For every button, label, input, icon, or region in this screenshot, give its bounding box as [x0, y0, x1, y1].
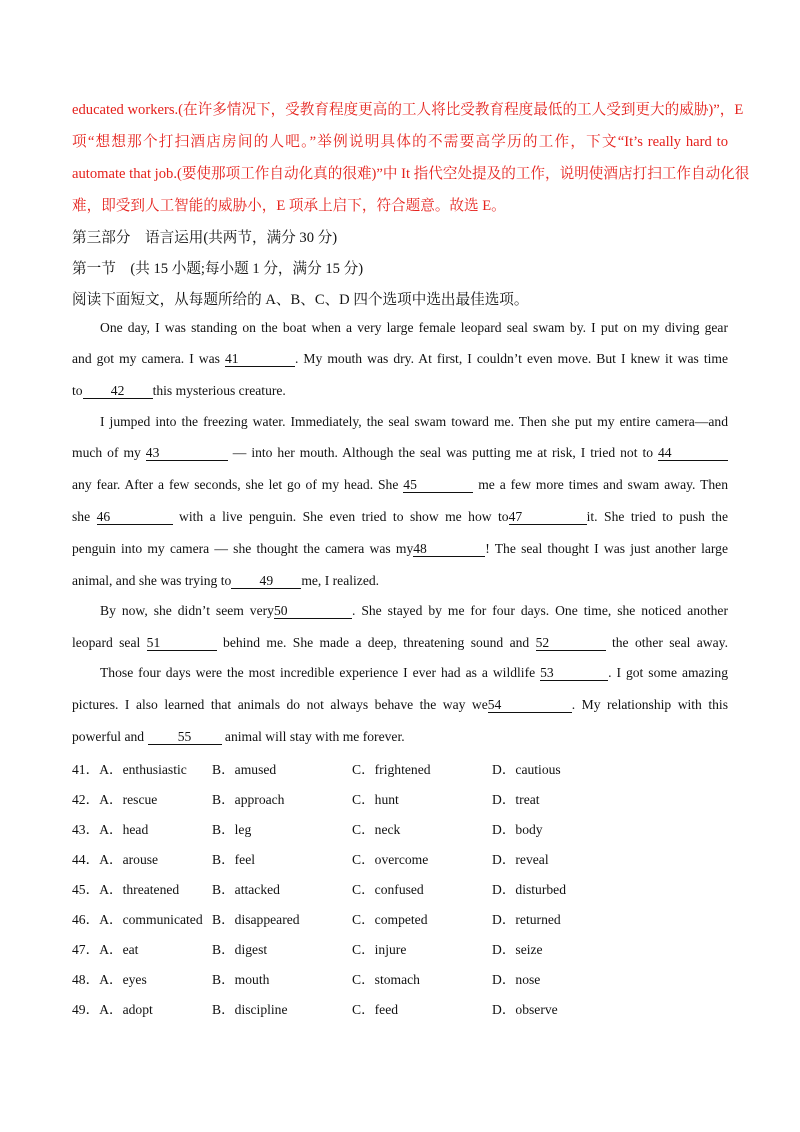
- option-a: A．threatened: [99, 882, 180, 897]
- passage-text: . My mouth was dry. At first, I couldn’t even move. But I knew it was time: [294, 351, 729, 366]
- question-number: 48．: [72, 972, 100, 987]
- passage-text: . My relationship with this: [571, 697, 728, 712]
- passage-text: much of my: [72, 445, 141, 460]
- blank-54: 54: [488, 698, 572, 713]
- question-46: [72, 908, 203, 928]
- question-45-option-b: B．attacked: [212, 882, 280, 897]
- passage-line-3: [72, 383, 286, 399]
- passage-text: she: [72, 509, 91, 524]
- passage-line-4: I jumped into the freezing water. Immediately, the seal swam toward me. Then she put my entire camera—and: [100, 414, 728, 429]
- passage-line-2: [72, 351, 728, 367]
- question-42-option-d: D．treat: [492, 792, 540, 807]
- passage-text: . I got some amazing: [608, 665, 728, 680]
- passage-text: animal, and she was trying to: [72, 573, 232, 588]
- question-41: [72, 758, 187, 778]
- blank-52: 52: [536, 636, 606, 651]
- question-48: [72, 968, 147, 988]
- explanation-line-2: 项“想想那个打扫酒店房间的人吧。”举例说明具体的不需要高学历的工作，下文“It’s really hard to: [72, 134, 728, 150]
- passage-text: powerful and: [72, 729, 145, 744]
- blank-46: 46: [97, 510, 173, 525]
- section-part-heading: 第三部分 语言运用(共两节，满分 30 分): [72, 230, 338, 246]
- passage-line-5: [72, 445, 728, 461]
- passage-text: any fear. After a few seconds, she let go of my head. She: [72, 477, 399, 492]
- question-44-option-d: D．reveal: [492, 852, 549, 867]
- passage-line-9: [72, 573, 379, 589]
- passage-text: — into her mouth. Although the seal was putting me at risk, I tried not to: [232, 445, 654, 460]
- question-number: 43．: [72, 822, 100, 837]
- question-43-option-d: D．body: [492, 822, 543, 837]
- section-sub-heading: 第一节 (共 15 小题;每小题 1 分，满分 15 分): [72, 261, 364, 277]
- option-a: A．rescue: [99, 792, 158, 807]
- blank-50: 50: [274, 604, 352, 619]
- question-46-option-d: D．returned: [492, 912, 561, 927]
- section-instruction: 阅读下面短文，从每题所给的 A、B、C、D 四个选项中选出最佳选项。: [72, 292, 529, 308]
- question-49: [72, 998, 153, 1018]
- passage-text: and got my camera. I was: [72, 351, 220, 366]
- blank-47: 47: [509, 510, 587, 525]
- blank-49: 49: [231, 574, 301, 589]
- question-49-option-b: B．discipline: [212, 1002, 288, 1017]
- passage-text: me a few more times and swam away. Then: [478, 477, 729, 492]
- passage-line-14: [72, 729, 405, 745]
- blank-55: 55: [148, 730, 222, 745]
- question-47: [72, 938, 138, 958]
- question-44-option-b: B．feel: [212, 852, 256, 867]
- question-46-option-b: B．disappeared: [212, 912, 300, 927]
- question-42-option-c: C．hunt: [352, 792, 399, 807]
- option-a: A．adopt: [99, 1002, 153, 1017]
- passage-text: penguin into my camera — she thought the camera was my: [72, 541, 414, 556]
- passage-line-10: [100, 603, 728, 619]
- question-47-option-b: B．digest: [212, 942, 268, 957]
- passage-text: me, I realized.: [301, 573, 380, 588]
- question-44-option-c: C．overcome: [352, 852, 429, 867]
- option-a: A．eyes: [99, 972, 147, 987]
- question-45-option-c: C．confused: [352, 882, 424, 897]
- passage-line-8: [72, 541, 728, 557]
- question-number: 47．: [72, 942, 100, 957]
- question-48-option-d: D．nose: [492, 972, 541, 987]
- question-48-option-b: B．mouth: [212, 972, 270, 987]
- question-47-option-d: D．seize: [492, 942, 543, 957]
- blank-45: 45: [403, 478, 473, 493]
- passage-text: it. She tried to push the: [586, 509, 728, 524]
- blank-42: 42: [83, 384, 153, 399]
- passage-text: Those four days were the most incredible experience I ever had as a wildlife: [100, 665, 536, 680]
- passage-text: ! The seal thought I was just another large: [485, 541, 728, 556]
- question-43: [72, 818, 148, 838]
- question-43-option-c: C．neck: [352, 822, 401, 837]
- explanation-line-1: educated workers.(在许多情况下，受教育程度更高的工人将比受教育程度最低的工人受到更大的威胁)”，E: [72, 102, 744, 118]
- passage-text: to: [72, 383, 83, 398]
- passage-text: animal will stay with me forever.: [224, 729, 405, 744]
- passage-text: behind me. She made a deep, threatening sound and: [223, 635, 530, 650]
- question-number: 42．: [72, 792, 100, 807]
- question-47-option-c: C．injure: [352, 942, 407, 957]
- option-a: A．eat: [99, 942, 139, 957]
- passage-line-6: [72, 477, 728, 493]
- question-42: [72, 788, 157, 808]
- blank-43: 43: [146, 446, 228, 461]
- question-46-option-c: C．competed: [352, 912, 428, 927]
- passage-text: . She stayed by me for four days. One time, she noticed another: [351, 603, 728, 618]
- passage-text: with a live penguin. She even tried to show me how to: [179, 509, 509, 524]
- question-number: 45．: [72, 882, 100, 897]
- passage-text: this mysterious creature.: [152, 383, 286, 398]
- question-number: 49．: [72, 1002, 100, 1017]
- option-a: A．communicated: [99, 912, 203, 927]
- passage-line-11: [72, 635, 728, 651]
- passage-text: leopard seal: [72, 635, 141, 650]
- passage-line-12: [100, 665, 728, 681]
- blank-53: 53: [540, 666, 608, 681]
- passage-line-13: [72, 697, 728, 713]
- question-45-option-d: D．disturbed: [492, 882, 567, 897]
- passage-text: pictures. I also learned that animals do not always behave the way we: [72, 697, 488, 712]
- question-number: 46．: [72, 912, 100, 927]
- question-43-option-b: B．leg: [212, 822, 252, 837]
- question-48-option-c: C．stomach: [352, 972, 420, 987]
- question-41-option-d: D．cautious: [492, 762, 561, 777]
- option-a: A．arouse: [99, 852, 159, 867]
- passage-text: the other seal away.: [611, 635, 728, 650]
- passage-line-7: [72, 509, 728, 525]
- question-number: 44．: [72, 852, 100, 867]
- explanation-line-4: 难，即受到人工智能的威胁小，E 项承上启下，符合题意。故选 E。: [72, 198, 506, 214]
- question-49-option-d: D．observe: [492, 1002, 558, 1017]
- option-a: A．enthusiastic: [99, 762, 187, 777]
- question-45: [72, 878, 179, 898]
- question-41-option-b: B．amused: [212, 762, 277, 777]
- explanation-line-3: automate that job.(要使那项工作自动化真的很难)”中 It 指代空处提及的工作，说明使酒店打扫工作自动化很: [72, 166, 750, 182]
- passage-text: By now, she didn’t seem very: [100, 603, 274, 618]
- blank-41: 41: [225, 352, 295, 367]
- question-number: 41．: [72, 762, 100, 777]
- option-a: A．head: [99, 822, 149, 837]
- question-42-option-b: B．approach: [212, 792, 285, 807]
- question-41-option-c: C．frightened: [352, 762, 431, 777]
- blank-48: 48: [413, 542, 485, 557]
- passage-line-1: One day, I was standing on the boat when a very large female leopard seal swam by. I put on my diving gear: [100, 320, 728, 335]
- blank-51: 51: [147, 636, 217, 651]
- question-49-option-c: C．feed: [352, 1002, 399, 1017]
- question-44: [72, 848, 158, 868]
- blank-44: 44: [658, 446, 728, 461]
